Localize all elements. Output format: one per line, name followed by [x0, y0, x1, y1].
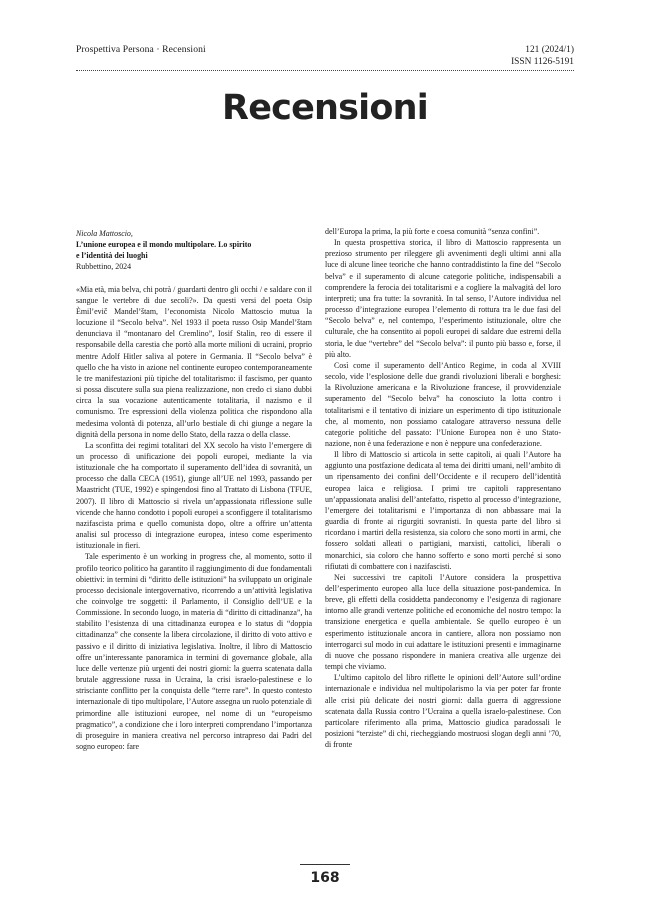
right-column: [325, 226, 561, 750]
paragraph: Il libro di Mattoscio si articola in sette capitoli, ai quali l’Autore ha aggiunto una postfazione dedicata al tema dei diritti umani, nell’ambito di un ripensamento dei confini dell’Occidente e il recupero dell’identità europea laica e religiosa. I primi tre capitoli rappresentano un’appassionata analisi dell’antefatto, rispetto al processo d’integrazione, l’emergere dei totalitarismi e l’importanza di non abbassare mai la guardia di fronte ai rigurgiti sovranisti. In questa parte del libro si ricordano i martiri della resistenza, sia coloro che sono morti in armi, che fossero soldati alleati o partigiani, marxisti, cattolici, liberali o monarchici, sia coloro che hanno sofferto e sono morti perché si sono rifiutati di combattere con i nazifascisti.: [325, 450, 561, 571]
book-title-line1: L’unione europea e il mondo multipolare. Lo spirito: [76, 240, 252, 250]
paragraph: L’ultimo capitolo del libro riflette le opinioni dell’Autore sull’ordine internazionale e individua nel multipolarismo la via per poter far fronte alle crisi più delicate dei nostri giorni: dalla guerra di aggressione scatenata dalla Russia contro l’Ucraina a quella israelo-palestinese. Con particolare riferimento alla prima, Mattoscio giudica paradossali le posizioni “terziste” di chi, riecheggiando mostruosi slogan degli anni ’70, di fronte: [325, 673, 561, 750]
issue-number: 121 (2024/1): [525, 45, 574, 55]
footer-rule: [300, 864, 350, 865]
paragraph: dell’Europa la prima, la più forte e coesa comunità “senza confini”.: [325, 227, 540, 236]
paragraph: Nei successivi tre capitoli l’Autore considera la prospettiva dell’esperimento europeo alla luce della situazione post-pandemica. In breve, gli effetti della cosiddetta pandeconomy e l’esigenza di ragionare intorno alle grandi vertenze politiche ed economiche del nostro tempo: la transizione energetica e quella ambientale. Se quello europeo è un esperimento istituzionale ancora in cantiere, allora non possiamo non interrogarci sul modo in cui adattare le istituzioni presenti e immaginarne di nuove che possano rispondere in maniera creativa alle urgenze dei tempi che viviamo.: [325, 572, 561, 672]
paragraph: Tale esperimento è un working in progress che, al momento, sotto il profilo teorico politico ha garantito il raggiungimento di due fondamentali obiettivi: in termini di “diritto delle istituzioni” ha sviluppato un originale processo decisionale intergovernativo, ricorrendo a un’attività legislativa che coinvolge tre soggetti: il Parlamento, il Consiglio dell’UE e la Commissione. In secondo luogo, in materia di “diritto di cittadinanza”, ha stabilito l’esistenza di una cittadinanza europea e lo status di “doppia cittadinanza” che consente la libera circolazione, il diritto di voto attivo e passivo e il diritto di iniziativa legislativa. Inoltre, il libro di Mattoscio offre un’interessante panoramica in termini di governance globale, alla luce delle vertenze più urgenti dei nostri giorni: la guerra scatenata dalla brutale aggressione russa in Ucraina, la crisi israelo-palestinese e lo strisciante conflitto per la conquista delle “terre rare”. In questo contesto internazionale di tipo multipolare, l’Autore assegna un ruolo potenziale di primordine alle istituzioni europee, nel nome di un “europeismo pragmatico”, a condizione che i loro interpreti comprendano l’importanza di proseguire in maniera creativa nel percorso intrapreso dai Padri del sogno europeo: fare: [76, 552, 312, 752]
journal-section-name: Prospettiva Persona · Recensioni: [76, 44, 206, 55]
paragraph: La sconfitta dei regimi totalitari del XX secolo ha visto l’emergere di un processo di unificazione dei popoli europei, mediante la via istituzionale che ha comportato il superamento dell’idea di sovranità, un processo che dalla CECA (1951), giunge all’UE nel 1993, passando per Maastricht (TUE, 1992) e spingendosi fino al Trattato di Lisbona (TFUE, 2007). Il libro di Mattoscio si rivela un’appassionata riflessione sulle vicende che hanno condotto i popoli europei a sconfiggere il totalitarismo nazifascista prima e quello comunista dopo, oltre a offrire un’attenta analisi sul processo di integrazione europea, inteso come esperimento istituzionale in fieri.: [76, 440, 312, 551]
book-title-line2: e l’identità dei luoghi: [76, 251, 148, 261]
paragraph: In questa prospettiva storica, il libro di Mattoscio rappresenta un prezioso strumento per rileggere gli avvenimenti degli ultimi anni alla luce di alcune linee teoriche che hanno contraddistinto la fine del “Secolo belva” e il superamento di alcune categorie politiche, indispensabili a comprendere la ferocia dei totalitarismi e a cogliere la malvagità del loro interpreti; una fra tutte: la sovranità. In tal senso, l’Autore individua nel processo d’integrazione europea l’elemento di rottura tra le due fasi del “Secolo belva” e, nel contempo, l’esperimento istituzionale, oltre che culturale, che ha consentito ai popoli europei di saldare due estremi della storia, le due “vertebre” del “Secolo belva”: il punto più basso e, forse, il più alto.: [325, 238, 561, 359]
book-reference: [76, 228, 312, 273]
book-publisher: Rubbettino, 2024: [76, 262, 132, 272]
running-header: [76, 40, 574, 72]
issn: ISSN 1126-5191: [511, 57, 574, 67]
section-title: Recensioni: [222, 88, 428, 128]
left-column: [76, 228, 312, 752]
book-author: Nicola Mattoscio,: [76, 229, 133, 238]
paragraph: «Mia età, mia belva, chi potrà / guardarti dentro gli occhi / e saldare con il sangue le vertebre di due secoli?». Da questi versi del poeta Osip Èmil’evič Mandel’štam, l’economista Nicolo Mattoscio mutua la locuzione il “Secolo belva”. Nel 1933 il poeta russo Osip Mandel’štam denunciava il “montanaro del Cremlino”, Iosif Stalin, reo di essere il responsabile della carestia che portò alla morte milioni di ucraini, proprio mentre Adolf Hitler saliva al potere in Germania. Il “Secolo belva” è quello che ha visto in azione nel continente europeo contemporaneamente le tre manifestazioni più tipiche del totalitarismo: il fascismo, per quanto si possa discutere sulla sua piena realizzazione, non credo ci siano dubbi circa la sua vocazione autenticamente totalitaria, il nazismo e il comunismo. Tre espressioni della violenza politica che rispondono alla medesima volontà di potenza, all’urlo bestiale di chi giunge a negare la dignità della persona in nome dello Stato, della razza o della classe.: [76, 284, 312, 439]
issue-info: [511, 44, 574, 68]
page-number: 168: [310, 870, 340, 886]
header-dotted-rule: [76, 70, 574, 71]
paragraph: Così come il superamento dell’Antico Regime, in coda al XVIII secolo, vide l’esplosione delle due grandi rivoluzioni liberali e borghesi: la Rivoluzione americana e la Rivoluzione francese, il provvidenziale superamento del “Secolo belva” ha conosciuto la lotta contro i totalitarismi e il tentativo di iniziare un esperimento di tipo istituzionale che, al momento, non possiamo catalogare attraverso nessuna delle categorie politiche del passato: l’Unione Europea non è uno Stato-nazione, non è una federazione e non è neppure una confederazione.: [325, 360, 561, 448]
